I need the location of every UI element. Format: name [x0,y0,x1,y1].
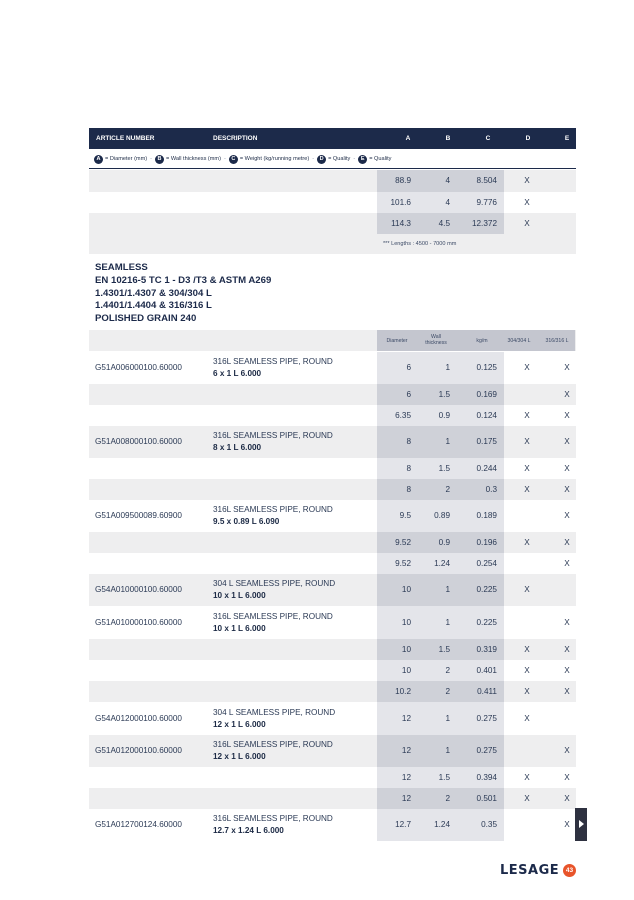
cell-wall: 1.24 [434,559,450,568]
table-row [89,809,576,841]
cell-316: X [564,411,570,420]
cell-316: X [564,645,570,654]
legend-text: = Quality [369,156,392,162]
cell-a: 88.9 [395,176,411,185]
description-line1: 316L SEAMLESS PIPE, ROUND [213,814,333,823]
table-row [89,735,576,767]
table-row [89,405,576,426]
cell-316: X [564,464,570,473]
cell-kgm: 0.225 [476,585,497,594]
cell-316: X [564,511,570,520]
description-line2: 12.7 x 1.24 L 6.000 [213,826,284,835]
cell-diameter: 8 [406,485,411,494]
cell-316: X [564,363,570,372]
table-row [89,606,576,639]
cell-wall: 1 [445,437,450,446]
legend-item [229,155,309,164]
cell-c: 12.372 [471,219,497,228]
cell-316: X [564,485,570,494]
description-line2: 10 x 1 L 6.000 [213,591,266,600]
cell-diameter: 8 [406,437,411,446]
description-line2: 6 x 1 L 6.000 [213,369,262,378]
cell-316: X [564,687,570,696]
cell-kgm: 0.275 [476,714,497,723]
table-row [89,170,576,192]
sub-header-316: 316/316 L [545,338,569,344]
header-col-a: A [405,135,411,142]
cell-304: X [524,585,530,594]
cell-304: X [524,645,530,654]
cell-kgm: 0.254 [476,559,497,568]
table-header [89,128,576,149]
cell-wall: 1 [445,746,450,755]
description-line1: 316L SEAMLESS PIPE, ROUND [213,357,333,366]
description-line1: 304 L SEAMLESS PIPE, ROUND [213,579,336,588]
cell-316: X [564,746,570,755]
cell-316: X [564,666,570,675]
table-row [89,213,576,234]
cell-wall: 0.9 [438,411,450,420]
sub-header-304: 304/304 L [507,338,531,344]
cell-316: X [564,559,570,568]
sub-header-diameter: Diameter [386,338,408,344]
cell-wall: 0.89 [434,511,450,520]
cell-kgm: 0.169 [476,390,497,399]
cell-wall: 2 [445,485,450,494]
cell-wall: 2 [445,794,450,803]
description-line1: 316L SEAMLESS PIPE, ROUND [213,431,333,440]
description-line2: 12 x 1 L 6.000 [213,720,266,729]
section-title-line: SEAMLESS [95,262,148,273]
article-number: G51A012700124.60000 [95,820,182,829]
header-col-b: B [445,135,451,142]
description-line1: 316L SEAMLESS PIPE, ROUND [213,740,333,749]
cell-diameter: 6 [406,363,411,372]
cell-wall: 1 [445,618,450,627]
table-row [89,639,576,660]
section-title-line: POLISHED GRAIN 240 [95,313,197,325]
cell-kgm: 0.196 [476,538,497,547]
cell-kgm: 0.125 [476,363,497,372]
table-row [89,192,576,213]
sub-header [89,330,576,351]
legend-separator: - [312,156,315,162]
cell-diameter: 12 [401,746,411,755]
cell-wall: 1 [445,714,450,723]
table-row [89,574,576,606]
cell-d: X [524,198,530,207]
cell-diameter: 10 [401,585,411,594]
cell-a: 101.6 [390,198,411,207]
description-line2: 10 x 1 L 6.000 [213,624,266,633]
cell-diameter: 9.52 [395,538,411,547]
section-title-line: EN 10216-5 TC 1 - D3 /T3 & ASTM A269 [95,274,272,286]
cell-316: X [564,437,570,446]
cell-kgm: 0.275 [476,746,497,755]
cell-kgm: 0.411 [477,687,497,696]
page-number: 43 [563,864,576,877]
legend-badge: B [155,155,164,164]
legend-separator: - [223,156,226,162]
legend-badge: D [317,155,326,164]
legend-separator: - [353,156,356,162]
legend-text: = Weight (kg/running metre) [239,156,310,162]
table-row [89,384,576,405]
article-number: G51A008000100.60000 [95,437,182,446]
description-line1: 304 L SEAMLESS PIPE, ROUND [213,708,336,717]
table-row [89,458,576,479]
cell-kgm: 0.394 [476,773,497,782]
cell-304: X [524,687,530,696]
cell-diameter: 12 [401,773,411,782]
description-line2: 9.5 x 0.89 L 6.090 [213,517,280,526]
cell-diameter: 6 [406,390,411,399]
description-line1: 316L SEAMLESS PIPE, ROUND [213,612,333,621]
cell-wall: 0.9 [438,538,450,547]
cell-kgm: 0.35 [481,820,497,829]
sub-header-wall: Wall thickness [425,334,447,346]
cell-diameter: 8 [406,464,411,473]
cell-b: 4 [445,198,450,207]
table-row [89,660,576,681]
cell-kgm: 0.501 [476,794,497,803]
table-row [89,532,576,553]
cell-304: X [524,464,530,473]
cell-diameter: 9.52 [395,559,411,568]
cell-wall: 1.24 [434,820,450,829]
cell-wall: 2 [445,687,450,696]
section-title-line: 1.4301/1.4307 & 304/304 L [95,287,212,299]
legend-separator: - [150,156,152,162]
legend-badge: A [94,155,103,164]
legend-item [155,155,221,164]
cell-wall: 1 [445,585,450,594]
cell-diameter: 10 [401,666,411,675]
table-row [89,681,576,702]
section-title-line: 1.4401/1.4404 & 316/316 L [95,300,212,312]
cell-304: X [524,714,530,723]
cell-304: X [524,363,530,372]
cell-kgm: 0.225 [476,618,497,627]
legend-item [317,155,350,164]
cell-wall: 1.5 [438,645,450,654]
cell-b: 4.5 [438,219,450,228]
cell-304: X [524,411,530,420]
cell-diameter: 12 [401,714,411,723]
cell-304: X [524,538,530,547]
article-number: G54A010000100.60000 [95,585,182,594]
header-description: DESCRIPTION [213,135,258,142]
sub-header-kgm: kg/m [476,338,488,344]
cell-wall: 2 [445,666,450,675]
legend-item [358,155,391,164]
header-col-c: C [485,135,491,142]
description-line1: 316L SEAMLESS PIPE, ROUND [213,505,333,514]
section-title [95,262,271,326]
table-row [89,702,576,735]
cell-a: 114.3 [391,219,411,228]
legend-item [94,155,147,164]
legend-text: = Quality [328,156,351,162]
description-line2: 12 x 1 L 6.000 [213,752,266,761]
cell-304: X [524,773,530,782]
cell-d: X [524,176,530,185]
legend-badge: C [229,155,238,164]
cell-c: 9.776 [476,198,497,207]
cell-diameter: 10 [401,618,411,627]
cell-kgm: 0.3 [485,485,497,494]
cell-kgm: 0.319 [476,645,497,654]
table-row [89,479,576,500]
cell-diameter: 6.35 [395,411,411,420]
cell-304: X [524,794,530,803]
cell-diameter: 10.2 [395,687,411,696]
cell-304: X [524,485,530,494]
header-article-number: ARTICLE NUMBER [96,135,155,142]
cell-diameter: 12 [401,794,411,803]
table-row [89,426,576,458]
legend-text: = Diameter (mm) [105,156,148,162]
cell-diameter: 10 [401,645,411,654]
cell-kgm: 0.401 [476,666,497,675]
cell-304: X [524,437,530,446]
cell-b: 4 [445,176,450,185]
cell-304: X [524,666,530,675]
article-number: G51A006000100.60000 [95,363,182,372]
article-number: G51A010000100.60000 [95,618,182,627]
cell-316: X [564,820,570,829]
table-row [89,788,576,809]
cell-diameter: 9.5 [399,511,411,520]
cell-c: 8.504 [476,176,497,185]
table-row [89,553,576,574]
cell-316: X [564,794,570,803]
table-row [89,767,576,788]
cell-wall: 1.5 [438,773,450,782]
cell-316: X [564,618,570,627]
header-col-e: E [564,135,570,142]
cell-316: X [564,390,570,399]
article-number: G51A012000100.60000 [95,746,182,755]
cell-wall: 1.5 [438,390,450,399]
cell-316: X [564,538,570,547]
description-line2: 8 x 1 L 6.000 [213,443,262,452]
legend-text: = Wall thickness (mm) [166,156,221,162]
cell-kgm: 0.189 [476,511,497,520]
table-row [89,352,576,384]
brand-logo: LESAGE [500,863,560,878]
cell-kgm: 0.244 [476,464,497,473]
next-page-arrow-icon[interactable] [575,808,587,841]
lengths-note-row [89,234,576,254]
cell-wall: 1.5 [438,464,450,473]
article-number: G54A012000100.60000 [95,714,182,723]
cell-316: X [564,773,570,782]
header-col-d: D [525,135,531,142]
cell-kgm: 0.124 [476,411,497,420]
cell-d: X [524,219,530,228]
column-legend [89,150,576,169]
article-number: G51A009500089.60900 [95,511,182,520]
table-row [89,500,576,532]
lengths-note: *** Lengths : 4500 - 7000 mm [383,241,457,247]
legend-badge: E [358,155,367,164]
cell-wall: 1 [445,363,450,372]
cell-diameter: 12.7 [395,820,411,829]
cell-kgm: 0.175 [476,437,497,446]
